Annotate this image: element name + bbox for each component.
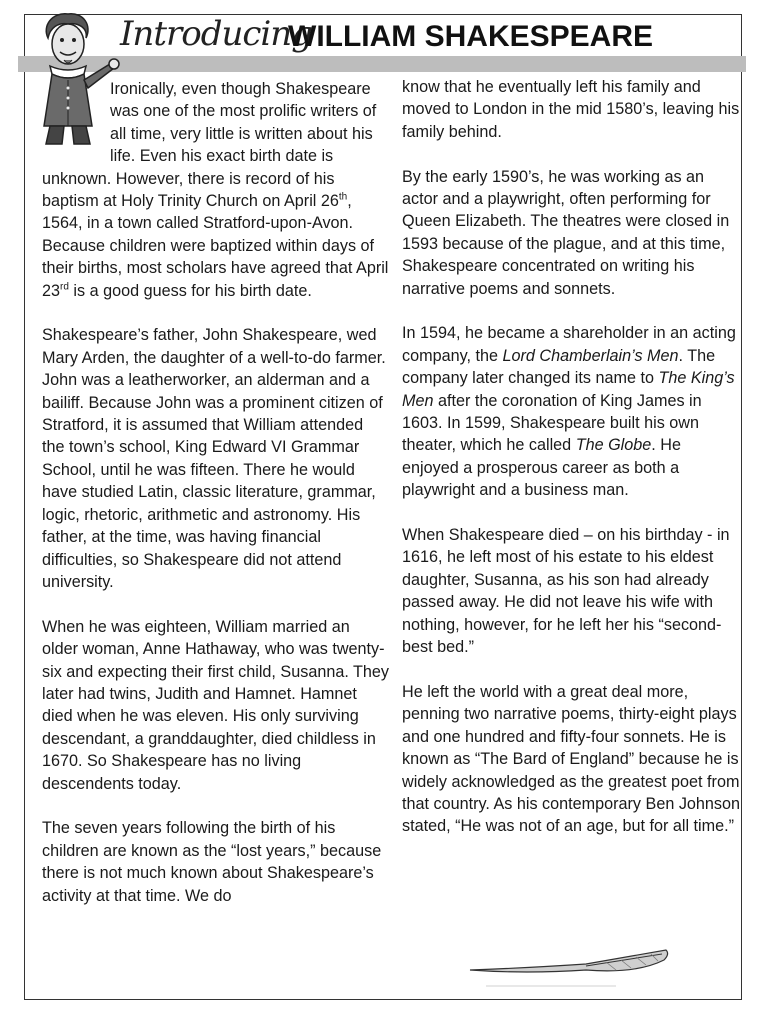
left-column [42,78,390,929]
text-run: after the coronation of King James in 1603. In 1599, Shakespeare built his own theater, which he called [402,391,702,455]
paragraph: The seven years following the birth of his children are known as the “lost years,” because there is not much known about Shakespeare’s activity at that time. We do [42,819,382,905]
page-title: WILLIAM SHAKESPEARE [288,20,654,53]
paragraph: When Shakespeare died – on his birthday - in 1616, he left most of his estate to his eldest daughter, Susanna, as his son had already passed away. He did not leave his wife with nothing, however, for he left her his “second-best bed.” [402,526,730,657]
paragraph: Shakespeare’s father, John Shakespeare, wed Mary Arden, the daughter of a well-to-do farmer. John was a leatherworker, an alderman and a bailiff. Because John was a prominent citizen of Stratford, it is assumed that William attended the town’s school, King Edward VI Grammar School, until he was fifteen. There he would have studied Latin, classic literature, grammar, logic, rhetoric, arithmetic and astronomy. His father, at the time, was having financial difficulties, so Shakespeare did not attend university. [42,326,386,591]
text-run: , 1564, in a town called Stratford-upon-Avon. Because children were baptized within days of their births, most scholars have agreed that April 23 [42,192,389,300]
paragraph: When he was eighteen, William married an older woman, Anne Hathaway, who was twenty-six and expecting their first child, Susanna. They later had twins, Judith and Hamnet. Hamnet died when he was eleven. His only surviving descendant, a granddaughter, died childless in 1670. So Shakespeare has no living descendents today. [42,617,390,793]
paragraph: He left the world with a great deal more, penning two narrative poems, thirty-eight plays and one hundred and fifty-four sonnets. He is known as “The Bard of England” because he is widely acknowledged as the greatest poet from that country. As his contemporary Ben Johnson stated, “He was not of an age, but for all time.” [402,682,741,836]
title-underline-bar [18,56,746,72]
right-column [402,76,742,860]
text-run: . He enjoyed a prosperous career as both a playwright and a business man. [402,436,681,500]
paragraph: know that he eventually left his family and moved to London in the mid 1580’s, leaving his family behind. [402,78,740,141]
text-run: is a good guess for his birth date. [68,281,312,300]
paragraph [42,78,390,302]
paragraph [402,322,742,501]
italic-title: Lord Chamberlain’s Men [502,346,679,365]
quill-pen-icon [466,940,676,990]
figure-wrap-space [42,78,110,156]
text-run: Ironically, even though Shakespeare was one of the most prolific writers of all time, very little is written about his life. Even his exact birth date is unknown. However, there is record of his baptism at Holy Trinity Church on April 26 [42,80,377,211]
superscript: th [338,191,348,203]
paragraph: By the early 1590’s, he was working as an actor and a playwright, often performing for Queen Elizabeth. The theatres were closed in 1593 because of the plague, and at this time, Shakespeare concentrated on writing his narrative poems and sonnets. [402,167,730,298]
italic-title: The Globe [575,436,652,455]
script-title: Introducing [120,14,312,54]
italic-title: The King’s Men [402,369,735,410]
text-run: . The company later changed its name to [402,346,716,388]
superscript: rd [60,281,69,293]
text-run: In 1594, he became a shareholder in an acting company, the [402,324,736,365]
